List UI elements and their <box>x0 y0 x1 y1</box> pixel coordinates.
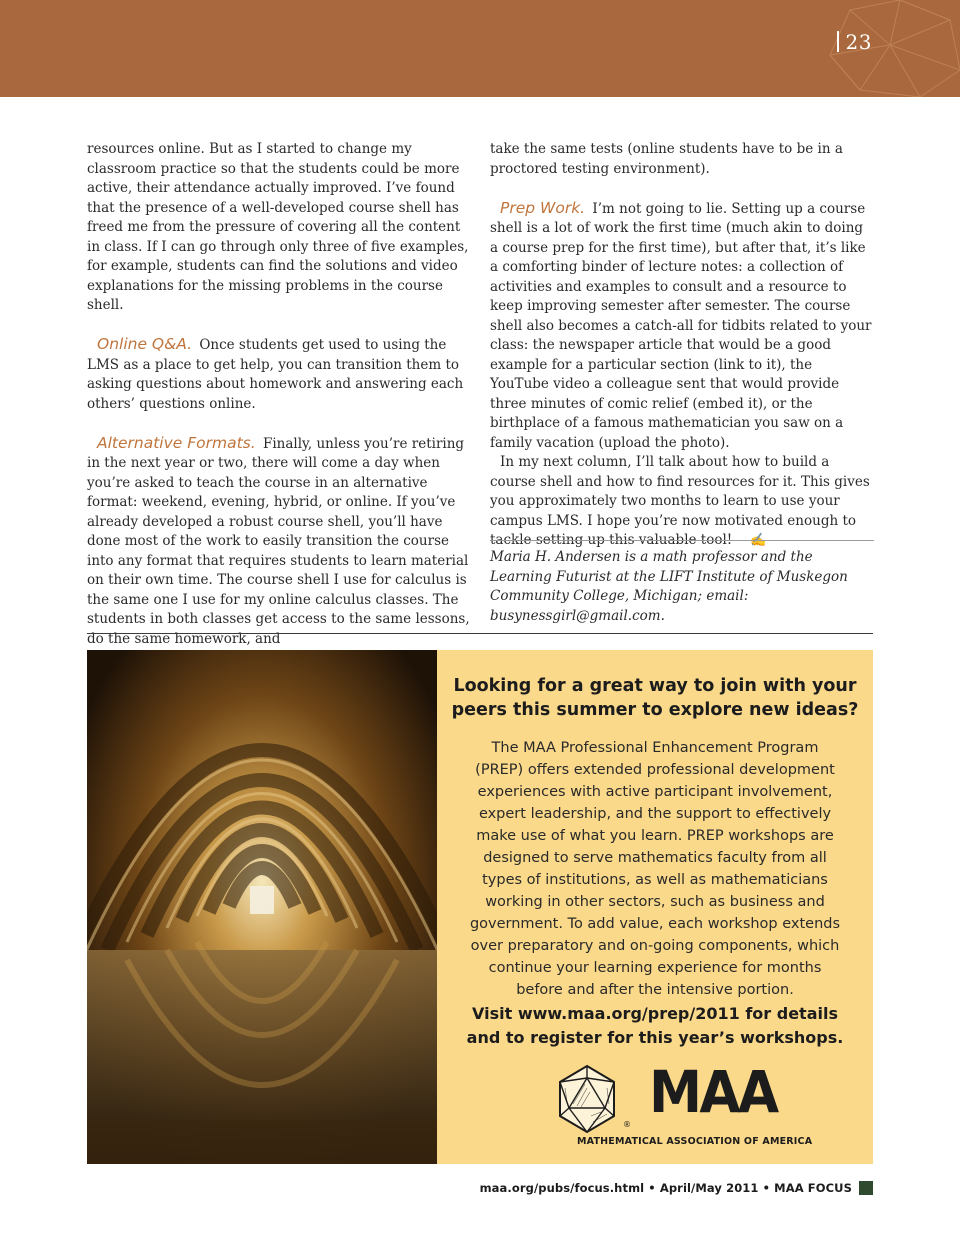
ad-body: The MAA Professional Enhancement Program (PREP) offers extended professional development experiences with active participant involvement, expert leadership, and the support to effectively make use of what you learn. PREP workshops are designed to serve mathematics faculty from all types of institutions, as well as mathematicians working in other sectors, such as business and government. To add value, each workshop extends over preparatory and on-going components, which continue your learning experience for months before and after the intensive portion. <box>469 740 841 998</box>
ad-call-to-action[interactable]: Visit www.maa.org/prep/2011 for details and to register for this year’s workshops. <box>466 1004 844 1047</box>
maa-icosahedron-logo-icon <box>557 1064 617 1134</box>
section-heading: Alternative Formats. <box>97 433 256 452</box>
arches-illustration <box>87 650 437 1164</box>
footer-square-mark <box>859 1181 873 1195</box>
ad-headline: Looking for a great way to join with your peers this summer to explore new ideas? <box>451 676 859 720</box>
maa-subtitle: MATHEMATICAL ASSOCIATION OF AMERICA <box>577 1136 813 1147</box>
article-right-column <box>490 140 874 551</box>
author-bio-text: Maria H. Andersen is a math professor and the Learning Futurist at the LIFT Institute of Muskegon Community College, Michigan; email: busynessgirl@gmail.com. <box>490 549 848 624</box>
paragraph: I’m not going to lie. Setting up a course shell is a lot of work the first time (much akin to doing a course prep for the first time), but after that, it’s like a comforting binder of lecture notes: a collection of activities and examples to consult and a resource to keep improving semester after semester. The course shell also becomes a catch-all for tidbits related to your class: the newspaper article that would be a good example for a particular section (link to it), the YouTube video a colleague sent that would provide three minutes of comic relief (embed it), or the birthplace of a famous mathematician you saw on a family vacation (upload the photo). <box>490 200 872 451</box>
page-number-value: 23 <box>845 30 872 54</box>
closing-paragraph <box>490 453 874 551</box>
section-heading: Online Q&A. <box>97 335 193 353</box>
prep-advertisement <box>437 650 873 1164</box>
paragraph: resources online. But as I started to change my classroom practice so that the students could be more active, their attendance actually improved. I’ve found that the presence of a well-developed course shell has freed me from the pressure of covering all the content in class. If I can go through only three of five examples, for example, students can find the solutions and video explanations for the missing problems in the course shell. <box>87 141 469 313</box>
page-number <box>837 30 872 54</box>
paragraph: In my next column, I’ll talk about how to build a course shell and how to find resources for it. This gives you approximately two months to learn to use your campus LMS. I hope you’re now motivated enough to tackle setting up this valuable tool! <box>490 454 870 548</box>
paragraph: Finally, unless you’re retiring in the next year or two, there will come a day when you’re asked to teach the course in an alternative format: weekend, evening, hybrid, or online. If you’ve already developed a robust course shell, you’ll have done most of the work to easily transition the course into any format that requires students to learn material on their own time. The course shell I use for calculus is the same one I use for my online calculus classes. The students in both classes get access to the same lessons, do the same homework, and <box>87 435 470 647</box>
end-mark-icon: ✍ <box>750 533 767 548</box>
section-prep-work <box>490 199 874 454</box>
author-bio <box>490 548 874 626</box>
registered-mark: ® <box>623 1120 631 1129</box>
section-divider <box>87 633 873 634</box>
paragraph: take the same tests (online students have to be in a proctored testing environment). <box>490 141 843 177</box>
article-left-column <box>87 140 477 649</box>
section-online-qa <box>87 335 477 414</box>
page-footer: maa.org/pubs/focus.html • April/May 2011 • MAA FOCUS <box>479 1181 852 1195</box>
vaulted-arches-photo <box>87 650 437 1164</box>
maa-wordmark: MAA <box>649 1058 777 1126</box>
section-heading: Prep Work. <box>500 198 586 217</box>
bio-divider <box>490 540 874 541</box>
paragraph: Once students get used to using the LMS as a place to get help, you can transition them to asking questions about homework and answering each others’ questions online. <box>87 337 464 412</box>
header-band <box>0 0 960 97</box>
section-alternative-formats <box>87 434 477 650</box>
